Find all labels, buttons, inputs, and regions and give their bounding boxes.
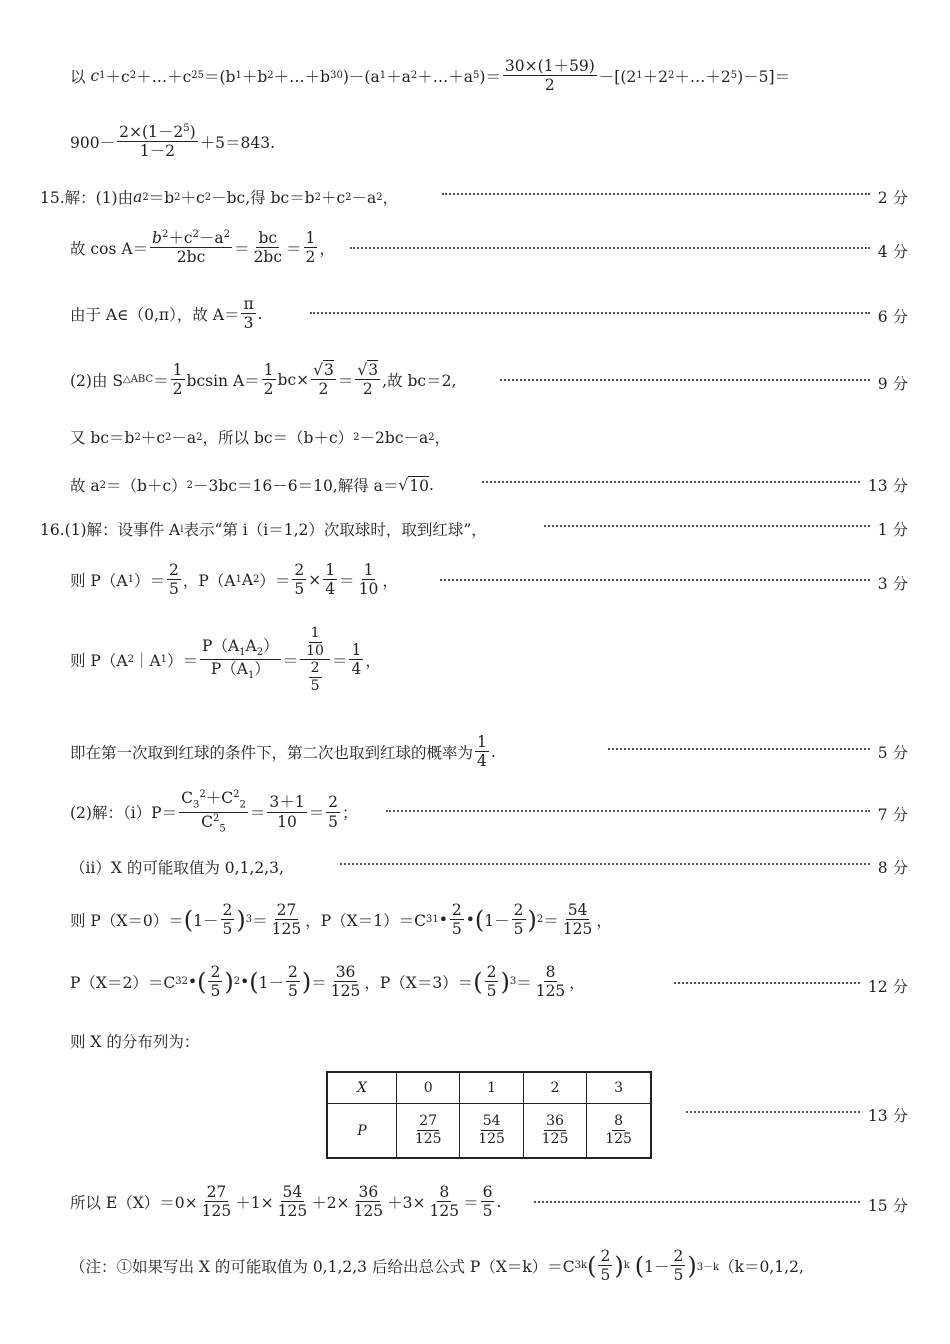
solution-line-16: 16.(1)解：设事件 A i 表示“第 i（i＝1,2）次取球时，取到红球”， <box>40 521 487 539</box>
table-cell: P <box>327 1104 397 1159</box>
fraction: $\frac{1}{4}$ <box>325 561 336 599</box>
fraction: 2 5 <box>288 963 298 1001</box>
solution-line: 故 a 2 ＝（b＋c） 2 －3bc＝16－6＝10,解得 a＝ √ 10 . <box>70 476 434 495</box>
score: 7 分 <box>877 806 908 824</box>
fraction: π 3 <box>243 295 254 333</box>
score-leader <box>500 372 908 394</box>
table-row <box>327 1072 651 1104</box>
score: 8 分 <box>877 859 908 877</box>
fraction: 2 5 <box>168 561 179 599</box>
fraction: bc 2bc <box>253 229 282 267</box>
fraction: $\frac{54}{125}$ <box>277 1183 308 1221</box>
solution-note: （注：①如果写出 X 的可能取值为 0,1,2,3 后给出总公式 P（X＝k）＝C 3 k ( 2 5 ) k ( 1－ 2 5 ) 3－k （k＝0,1,2, <box>70 1247 804 1285</box>
fraction: 1 2 <box>263 361 274 399</box>
table-cell: 3 <box>587 1072 651 1104</box>
fraction: 1 4 <box>477 733 487 771</box>
fraction: $2\times(1-2^5)$ 1－2 <box>119 123 196 161</box>
table-cell: $\frac{8}{125}$ <box>587 1104 651 1159</box>
compound-fraction: $\frac{1}{10}$ $\frac{2}{5}$ <box>300 626 330 694</box>
score: 13 分 <box>867 1107 908 1125</box>
fraction: 1 2 <box>172 361 183 399</box>
fraction: $\frac{√3}{2}$ <box>313 361 334 399</box>
solution-line: 900－ $2\times(1-2^5)$ 1－2 ＋5＝843. <box>70 123 276 161</box>
table-cell: 0 <box>397 1072 460 1104</box>
score-leader <box>442 186 908 208</box>
table-cell: 1 <box>460 1072 523 1104</box>
table-row <box>327 1104 651 1159</box>
score-leader <box>386 803 908 825</box>
solution-line: 又 bc＝b 2 ＋c 2 －a 2 ，所以 bc＝（b＋c） 2 －2bc－a 2 ， <box>70 429 451 447</box>
fraction: 2 5 <box>328 793 338 831</box>
fraction: $\frac{27}{125}$ <box>201 1183 232 1221</box>
solution-line: （ⅱ）X 的可能取值为 0,1,2,3, <box>70 859 284 877</box>
score: 2 分 <box>877 189 908 207</box>
solution-line: 故 cos A＝ $b^2+c^2-a^2$ 2bc ＝ bc 2bc ＝ 1 2 ， <box>70 229 335 267</box>
solution-line: 以 c 1 ＋c 2 ＋…＋c 25 ＝(b 1 ＋b 2 ＋…＋b 30 )－(a 1 ＋a 2 ＋…＋a 5 )＝ 30×(1＋59) 2 －[(2 1 ＋2 2 ＋…＋2 5 )－5]＝ <box>70 57 791 95</box>
score: 6 分 <box>877 308 908 326</box>
fraction: 1 10 <box>358 561 379 599</box>
score-leader <box>440 572 908 594</box>
solution-line: 所以 E（X）＝0× $\frac{27}{125}$ ＋1× $\frac{54}{125}$ ＋2× $\frac{36}{125}$ ＋3× $\frac{8}{125}$ ＝ 6 5 . <box>70 1183 502 1221</box>
score: 13 分 <box>867 477 908 495</box>
score: 4 分 <box>877 243 908 261</box>
solution-line: (2)由 S △ABC ＝ 1 2 bcsin A＝ 1 2 bc× $\frac{√3}{2}$ ＝ √3 2 ,故 bc＝2, <box>70 361 457 399</box>
fraction: √3 2 <box>357 361 379 399</box>
fraction: 2 5 <box>600 1247 611 1285</box>
score: 15 分 <box>867 1197 908 1215</box>
fraction: 27 125 <box>271 901 302 939</box>
score: 5 分 <box>877 744 908 762</box>
score-leader <box>340 856 908 878</box>
table-cell: 2 <box>523 1072 586 1104</box>
solution-line: (2)解：（ⅰ）P＝ $C_3^2+C^2_2$ $C^2_5$ ＝ 3＋1 10 ＝ 2 5 ； <box>70 789 358 834</box>
fraction: 3＋1 10 <box>269 793 305 831</box>
score-leader <box>686 1104 908 1126</box>
table-cell: X <box>327 1072 397 1104</box>
score: 9 分 <box>877 375 908 393</box>
solution-line: 则 X 的分布列为： <box>70 1033 200 1051</box>
fraction: 2 5 <box>222 901 233 939</box>
fraction: 2 5 <box>673 1247 684 1285</box>
fraction: 2 5 <box>486 963 497 1001</box>
score-leader <box>534 1194 908 1216</box>
fraction: 54 125 <box>562 901 593 939</box>
fraction: $\frac{2}{5}$ <box>294 561 305 599</box>
fraction: 1 4 <box>351 641 362 679</box>
fraction: 30×(1＋59) 2 <box>504 57 595 95</box>
fraction: 2 5 <box>451 901 462 939</box>
table-cell: $\frac{27}{125}$ <box>397 1104 460 1159</box>
score: 12 分 <box>867 978 908 996</box>
score-leader <box>608 741 908 763</box>
fraction: $P(A_1A_2)$ $P(A_1)$ <box>202 636 279 682</box>
solution-line: 则 P（A 1 ）＝ 2 5 ，P（A 1 A 2 ）＝ $\frac{2}{5}$ × $\frac{1}{4}$ ＝ 1 10 ， <box>70 561 398 599</box>
solution-line: 则 P（A 2 ｜A 1 ）＝ $P(A_1A_2)$ $P(A_1)$ ＝ $\frac{1}{10}$ $\frac{2}{5}$ ＝ 1 4 ， <box>70 625 381 695</box>
solution-line: 由于 A∈（0,π），故 A＝ π 3 . <box>70 295 263 333</box>
solution-line: 即在第一次取到红球的条件下，第二次也取到红球的概率为 1 4 . <box>70 733 496 771</box>
fraction: $\frac{8}{125}$ <box>429 1183 460 1221</box>
solution-line: P（X＝2）＝C 3 2 • ( 2 5 ) 2 • ( 1－ 2 5 ) ＝ 36 125 ，P（X＝3）＝ ( 2 5 ) 3 ＝ 8 125 ， <box>70 963 585 1001</box>
fraction: 6 5 <box>482 1183 493 1221</box>
score: 3 分 <box>877 575 908 593</box>
score: 1 分 <box>877 521 908 539</box>
table-cell: $\frac{36}{125}$ <box>523 1104 586 1159</box>
fraction: 2 5 <box>513 901 524 939</box>
fraction: $\frac{36}{125}$ <box>353 1183 384 1221</box>
fraction: $C_3^2+C^2_2$ $C^2_5$ <box>181 789 246 834</box>
score-leader <box>544 518 908 540</box>
table-cell: $\frac{54}{125}$ <box>460 1104 523 1159</box>
score-leader <box>310 305 908 327</box>
score-leader <box>674 975 908 997</box>
score-leader <box>350 240 908 262</box>
fraction: 8 125 <box>535 963 566 1001</box>
distribution-table <box>326 1071 652 1159</box>
fraction: 36 125 <box>330 963 361 1001</box>
fraction: 2 5 <box>210 963 221 1001</box>
score-leader <box>482 474 908 496</box>
solution-line-15: 15.解：(1)由 a 2 ＝b 2 ＋c 2 －bc,得 bc＝b 2 ＋c 2 －a 2 ， <box>40 188 399 207</box>
fraction: $b^2+c^2-a^2$ 2bc <box>152 229 231 267</box>
solution-line: 则 P（X＝0）＝ ( 1－ 2 5 ) 3 ＝ 27 125 ，P（X＝1）＝C 3 1 • 2 5 • ( 1－ 2 5 ) 2 ＝ 54 125 ， <box>70 901 612 939</box>
fraction: 1 2 <box>305 229 316 267</box>
